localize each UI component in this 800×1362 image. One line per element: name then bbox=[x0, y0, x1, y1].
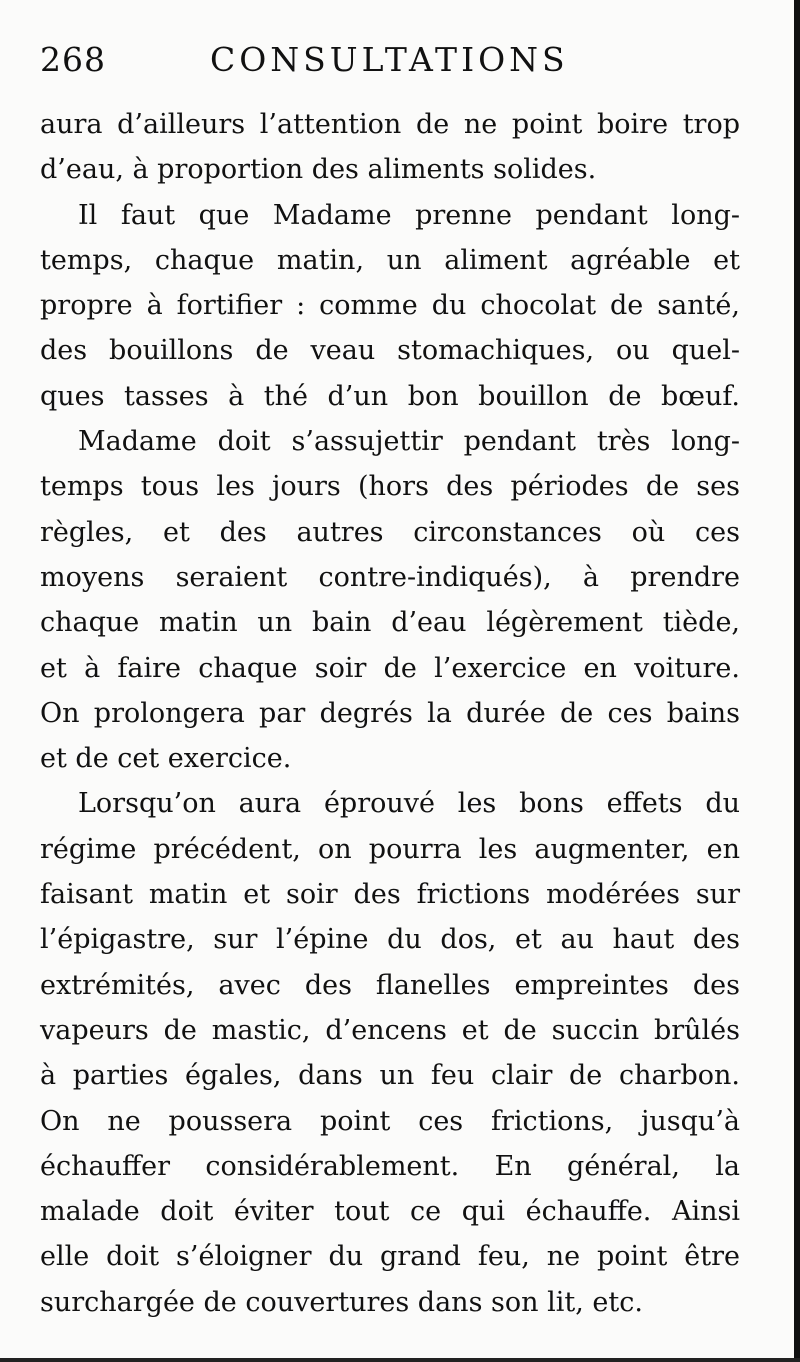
text-line: chaque matin un bain d’eau légèrement tiède, bbox=[40, 607, 740, 639]
text-line: et à faire chaque soir de l’exercice en voiture. bbox=[40, 652, 740, 684]
text-line: elle doit s’éloigner du grand feu, ne point être bbox=[40, 1241, 740, 1273]
scan-edge-bottom bbox=[0, 1358, 800, 1362]
text-line: malade doit éviter tout ce qui échauffe. Ainsi bbox=[40, 1196, 740, 1228]
page-heading: CONSULTATIONS bbox=[210, 40, 569, 79]
text-line: aura d’ailleurs l’attention de ne point boire trop bbox=[40, 109, 740, 140]
text-line: l’épigastre, sur l’épine du dos, et au haut des bbox=[40, 924, 740, 956]
paragraph-4 bbox=[40, 781, 740, 1325]
text-line: propre à fortifier : comme du chocolat de santé, bbox=[40, 290, 740, 322]
paragraph-2 bbox=[40, 193, 740, 419]
text-line: d’eau, à proportion des aliments solides. bbox=[40, 154, 597, 186]
text-line: et de cet exercice. bbox=[40, 743, 292, 775]
text-line: temps, chaque matin, un aliment agréable et bbox=[40, 244, 740, 276]
text-line: échauffer considérablement. En général, la bbox=[40, 1150, 740, 1182]
text-line: moyens seraient contre-indiqués), à prendre bbox=[40, 561, 740, 593]
text-line: Madame doit s’assujettir pendant très long- bbox=[78, 426, 740, 458]
text-line: On ne poussera point ces frictions, jusqu’à bbox=[40, 1105, 740, 1137]
text-line: régime précédent, on pourra les augmenter, en bbox=[40, 833, 740, 865]
text-line: Il faut que Madame prenne pendant long- bbox=[78, 199, 740, 231]
text-line: règles, et des autres circonstances où ces bbox=[40, 516, 740, 548]
paragraph-1 bbox=[40, 102, 740, 193]
text-line: extrémités, avec des flanelles empreintes des bbox=[40, 969, 740, 1001]
scan-edge-right bbox=[794, 0, 800, 1362]
text-line: des bouillons de veau stomachiques, ou quel- bbox=[40, 335, 740, 367]
page-number: 268 bbox=[40, 40, 106, 79]
running-head bbox=[40, 40, 740, 102]
text-line: faisant matin et soir des frictions modérées sur bbox=[40, 879, 740, 911]
text-block bbox=[40, 40, 740, 1325]
text-line: On prolongera par degrés la durée de ces bains bbox=[40, 697, 740, 729]
paragraph-3 bbox=[40, 419, 740, 781]
text-line: vapeurs de mastic, d’encens et de succin brûlés bbox=[40, 1014, 740, 1046]
text-line: Lorsqu’on aura éprouvé les bons effets du bbox=[78, 788, 740, 820]
text-line: surchargée de couvertures dans son lit, etc. bbox=[40, 1286, 643, 1318]
text-line: temps tous les jours (hors des périodes de ses bbox=[40, 471, 740, 503]
text-line: à parties égales, dans un feu clair de charbon. bbox=[40, 1060, 740, 1092]
text-line: ques tasses à thé d’un bon bouillon de bœuf. bbox=[40, 380, 740, 412]
